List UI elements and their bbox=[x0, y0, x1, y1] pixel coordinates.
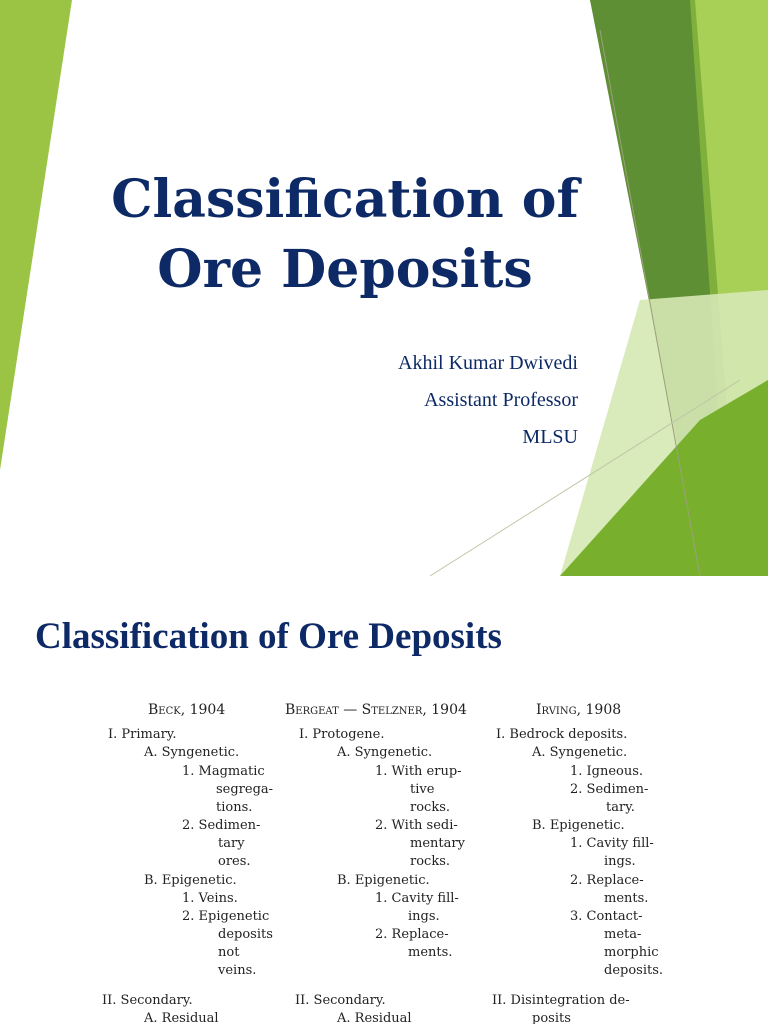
table-line: mentary bbox=[410, 836, 465, 851]
table-line: rocks. bbox=[410, 800, 451, 815]
table-line: I. Bedrock deposits. bbox=[496, 727, 628, 742]
table-line: 1. Cavity fill- bbox=[375, 891, 459, 906]
table-line: A. Residual bbox=[337, 1011, 412, 1024]
table-line: 1. Cavity fill- bbox=[570, 836, 654, 851]
slide-title bbox=[100, 165, 590, 305]
table-line: ings. bbox=[408, 909, 440, 924]
table-line: rocks. bbox=[410, 854, 451, 869]
author-position: Assistant Professor bbox=[424, 389, 578, 411]
table-line: 1. Igneous. bbox=[570, 764, 644, 779]
table-line: A. Residual bbox=[144, 1011, 219, 1024]
table-line: morphic bbox=[604, 945, 659, 960]
slide-title-line1: Classification of bbox=[111, 169, 579, 230]
slide2-title: Classification of Ore Deposits bbox=[35, 616, 502, 657]
table-line: I. Primary. bbox=[108, 727, 177, 742]
table-line: tive bbox=[410, 782, 435, 797]
table-line: tary bbox=[218, 836, 245, 851]
table-line: I. Protogene. bbox=[299, 727, 385, 742]
table-line: tary. bbox=[606, 800, 635, 815]
table-line: segrega- bbox=[216, 782, 274, 797]
table-line: B. Epigenetic. bbox=[144, 873, 237, 888]
table-line: not bbox=[218, 945, 240, 960]
table-line: 3. Contact- bbox=[570, 909, 643, 924]
table-line: A. Syngenetic. bbox=[337, 745, 433, 760]
column-header: Bergeat — Stelzner, 1904 bbox=[285, 702, 467, 718]
slide-title-line2: Ore Deposits bbox=[157, 239, 533, 300]
author-name: Akhil Kumar Dwivedi bbox=[398, 352, 578, 374]
table-line: ings. bbox=[604, 854, 636, 869]
table-line: A. Syngenetic. bbox=[144, 745, 240, 760]
table-line: 1. With erup- bbox=[375, 764, 462, 779]
table-line: 2. Sedimen- bbox=[182, 818, 261, 833]
table-line: 2. Sedimen- bbox=[570, 782, 649, 797]
table-line: posits bbox=[532, 1011, 571, 1024]
left-green-shard bbox=[0, 0, 72, 470]
author-institution: MLSU bbox=[522, 426, 578, 448]
table-line: 2. Replace- bbox=[375, 927, 449, 942]
table-line: meta- bbox=[604, 927, 642, 942]
table-line: B. Epigenetic. bbox=[337, 873, 430, 888]
table-line: deposits bbox=[218, 927, 273, 942]
table-line: II. Disintegration de- bbox=[492, 993, 630, 1008]
table-line: tions. bbox=[216, 800, 253, 815]
table-line: 2. With sedi- bbox=[375, 818, 458, 833]
table-line: II. Secondary. bbox=[102, 993, 193, 1008]
column-header: Beck, 1904 bbox=[148, 702, 226, 718]
author-block bbox=[398, 345, 578, 456]
column-header: Irving, 1908 bbox=[536, 702, 622, 718]
table-line: veins. bbox=[218, 963, 257, 978]
table-line: B. Epigenetic. bbox=[532, 818, 625, 833]
table-line: ores. bbox=[218, 854, 251, 869]
table-line: 2. Epigenetic bbox=[182, 909, 270, 924]
table-line: deposits. bbox=[604, 963, 664, 978]
table-line: ments. bbox=[604, 891, 649, 906]
table-line: 1. Veins. bbox=[182, 891, 238, 906]
table-line: 2. Replace- bbox=[570, 873, 644, 888]
classification-slide bbox=[0, 590, 768, 1024]
table-line: 1. Magmatic bbox=[182, 764, 265, 779]
table-line: A. Syngenetic. bbox=[532, 745, 628, 760]
table-line: ments. bbox=[408, 945, 453, 960]
table-line: II. Secondary. bbox=[295, 993, 386, 1008]
